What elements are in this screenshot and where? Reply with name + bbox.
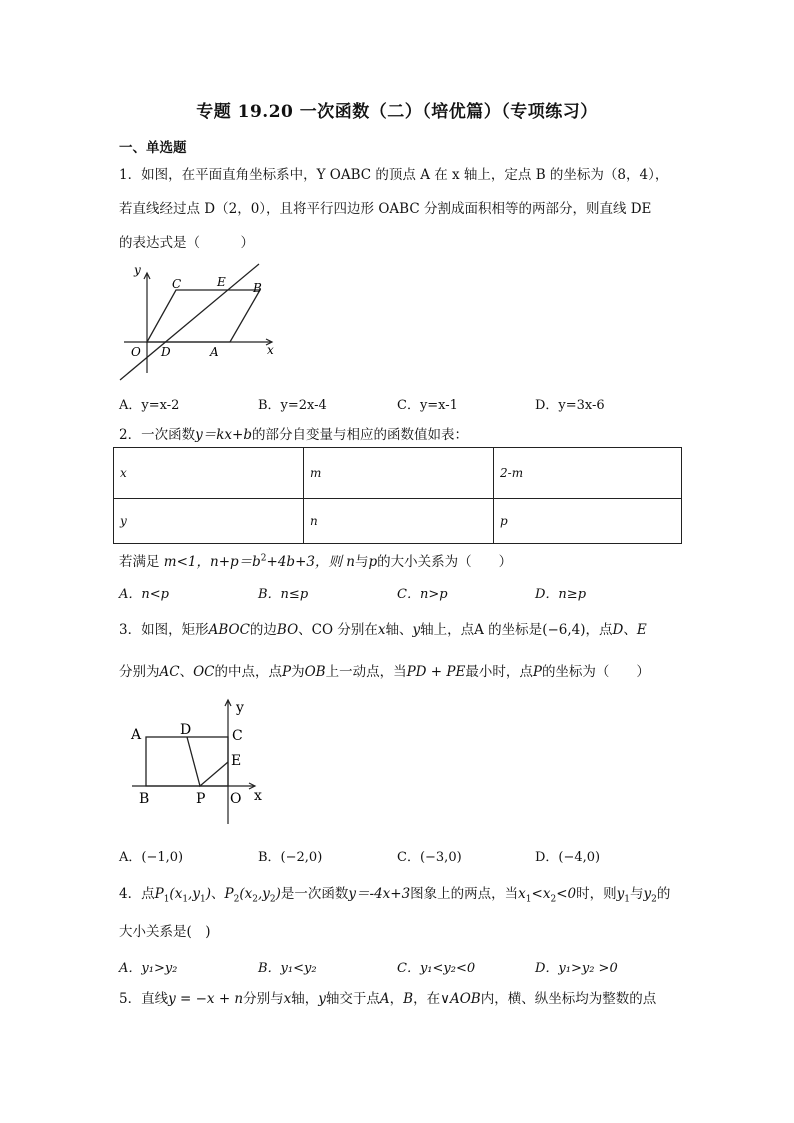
q3-figure [120,690,280,830]
table-cell: x [114,448,304,499]
q2-choice-a[interactable]: A．n<p [119,587,169,602]
q4-choice-d[interactable]: D．y₁>y₂ >0 [535,961,618,976]
q1-choice-d[interactable]: D．y=3x-6 [535,398,605,413]
q1-parallelogram [147,290,260,342]
q3-label-b: B [139,791,150,807]
q1-label-b: B [253,281,262,295]
q3-label-p: P [196,791,206,807]
q3-label-c: C [232,728,243,744]
table-cell: 2-m [494,448,682,499]
q4-choice-c[interactable]: C．y₁<y₂<0 [397,961,476,976]
q1-label-x: x [267,343,274,357]
q1-line1: 1．如图，在平面直角坐标系中，Y OABC 的顶点 A 在 x 轴上，定点 B 的坐标为（8，4）， [119,167,669,183]
q3-label-d: D [180,722,192,738]
q3-choice-c[interactable]: C．(−3,0) [397,850,462,865]
page-title: 专题 19.20 一次函数（二）（培优篇）（专项练习） [196,102,598,122]
table-row [114,499,682,544]
q1-label-d: D [161,345,171,359]
q1-choice-a[interactable]: A．y=x-2 [119,398,180,413]
q3-label-x: x [254,788,262,804]
table-row [114,448,682,499]
table-cell: p [494,499,682,544]
q3-rectangle [146,737,228,786]
q1-label-a: A [210,345,219,359]
q4-choice-b[interactable]: B．y₁<y₂ [258,961,317,976]
q3-line2: 分别为AC、OC的中点，点P为OB上一动点，当PD + PE最小时，点P的坐标为（ ） [119,664,650,680]
q1-line3: 的表达式是（ ） [119,235,254,251]
q3-path-dpe [187,737,228,786]
q1-label-c: C [172,277,182,291]
section-heading: 一、单选题 [119,140,187,156]
q3-label-o: O [230,791,242,807]
q4-line1: 4．点$P_1(x_1,y_1)$、$P_2(x_2,y_2)$是一次函数y＝-4x+3图象上的两点，当$x_1<x_2<0$时，则$y_1$与$y_2$的 [119,886,671,905]
q2-stem: 2．一次函数y＝kx+b的部分自变量与相应的函数值如表： [119,427,468,443]
q2-value-table [113,447,682,544]
q4-line2: 大小关系是( ) [119,924,211,940]
q3-choice-d[interactable]: D．(−4,0) [535,850,601,865]
q1-figure [112,255,287,385]
q1-label-y: y [134,263,141,277]
q1-line-de [120,264,259,380]
q3-choice-b[interactable]: B．(−2,0) [258,850,323,865]
q2-choice-c[interactable]: C．n>p [397,587,448,602]
table-cell: n [304,499,494,544]
q1-choice-b[interactable]: B．y=2x-4 [258,398,327,413]
q4-choice-a[interactable]: A．y₁>y₂ [119,961,178,976]
q1-label-o: O [131,345,141,359]
q5-line1: 5．直线y = −x + n分别与x轴，y轴交于点A，B，在∨AOB内，横、纵坐标均为整数的点 [119,991,657,1007]
q3-line1: 3．如图，矩形ABOC的边BO、CO 分别在x轴、y轴上，点A 的坐标是(−6,4)，点D、E [119,622,647,638]
q2-choice-b[interactable]: B．n≤p [258,587,309,602]
q3-choice-a[interactable]: A．(−1,0) [119,850,184,865]
q1-label-e: E [217,275,226,289]
table-cell: y [114,499,304,544]
q1-line2: 若直线经过点 D（2，0），且将平行四边形 OABC 分割成面积相等的两部分，则直线 DE [119,201,652,217]
q2-condition: 若满足 m<1，$n+p=b^2+4b+3$，则 n与p的大小关系为（ ） [119,553,513,570]
q2-choice-d[interactable]: D．n≥p [535,587,587,602]
q3-label-y: y [236,700,244,716]
q3-label-e: E [231,753,242,769]
q3-label-a: A [131,727,142,743]
table-cell: m [304,448,494,499]
q1-choice-c[interactable]: C．y=x-1 [397,398,458,413]
